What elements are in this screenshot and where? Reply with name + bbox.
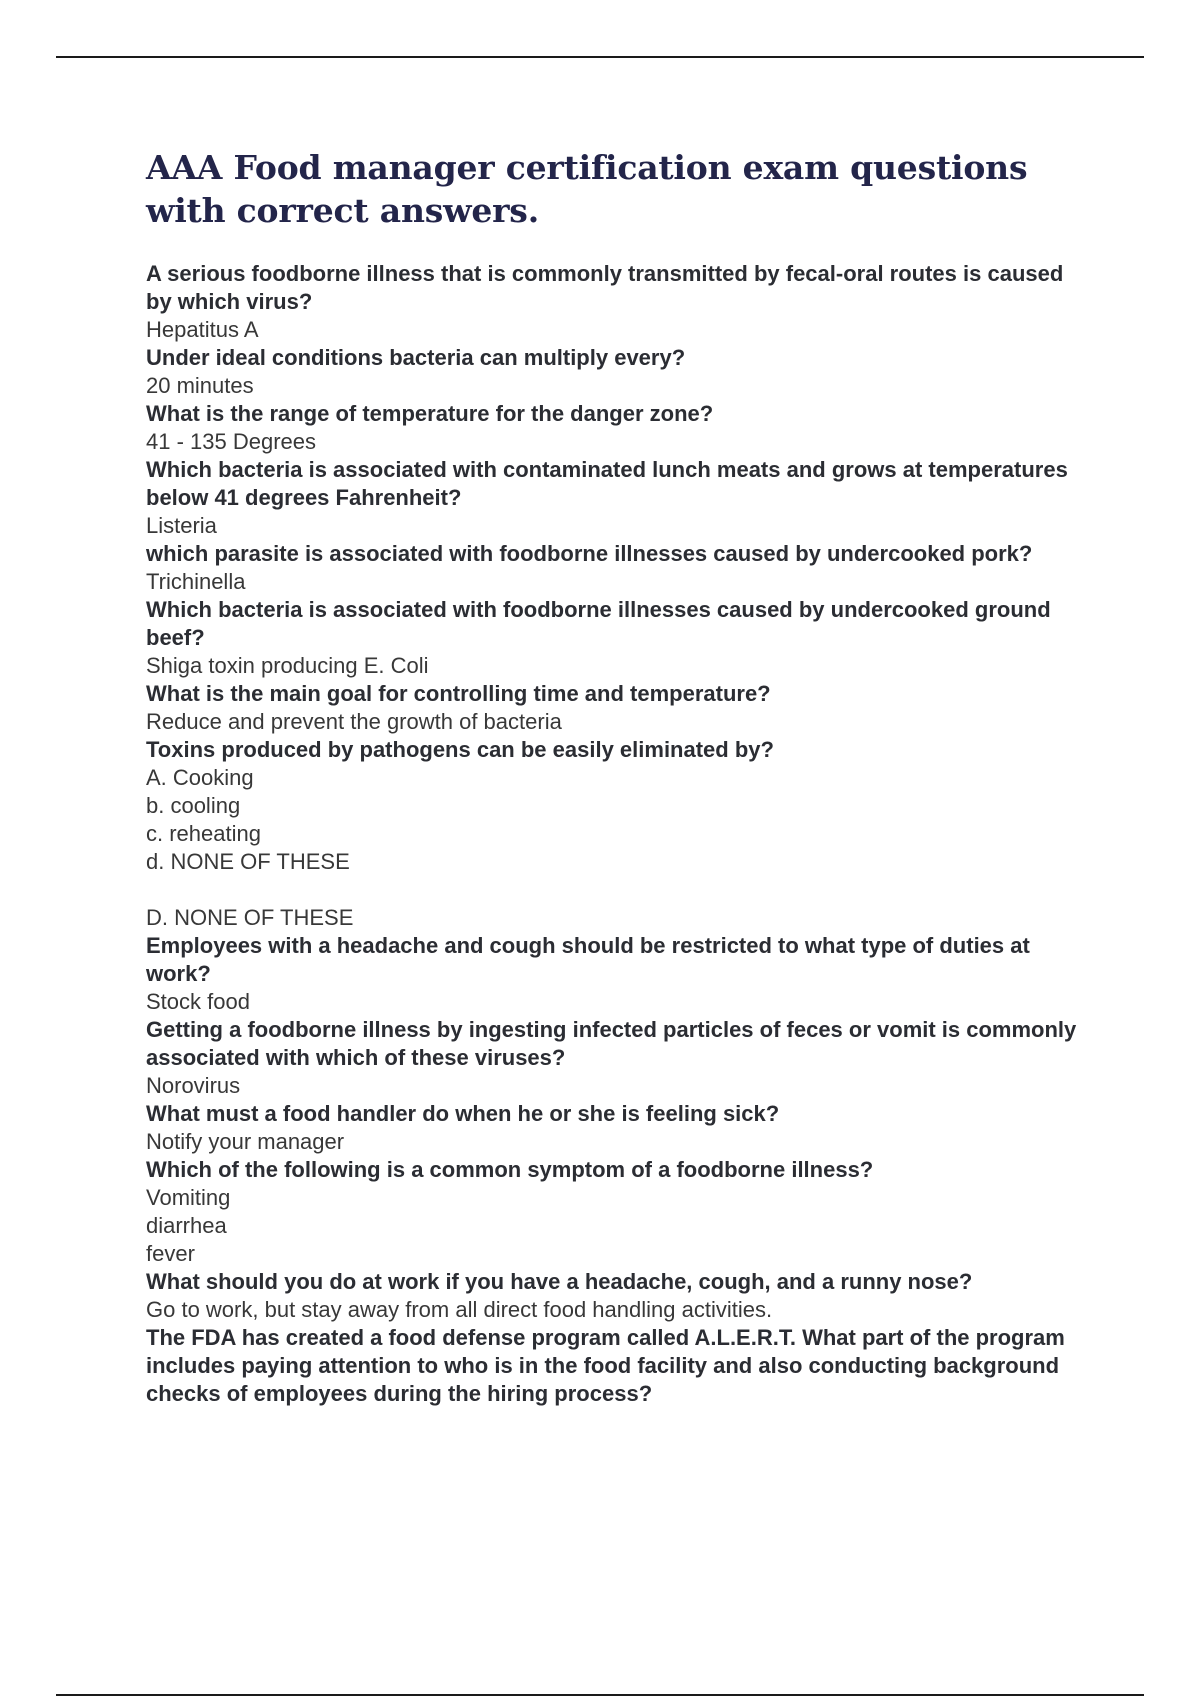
document-body (146, 146, 1086, 1408)
header-rule (56, 56, 1144, 58)
answer: A. Cooking (146, 765, 254, 790)
answer: Vomiting (146, 1185, 231, 1210)
answer: c. reheating (146, 821, 261, 846)
answer: Go to work, but stay away from all direct food handling activities. (146, 1297, 773, 1322)
footer-rule (56, 1694, 1144, 1696)
question: A serious foodborne illness that is commonly transmitted by fecal-oral routes is caused by which virus? (146, 261, 1064, 314)
answer: D. NONE OF THESE (146, 905, 354, 930)
question: Which bacteria is associated with contaminated lunch meats and grows at temperatures below 41 degrees Fahrenheit? (146, 457, 1068, 510)
question: The FDA has created a food defense program called A.L.E.R.T. What part of the program includes paying attention to who is in the food facility and also conducting background checks of employees during the hiring process? (146, 1325, 1065, 1406)
question: Getting a foodborne illness by ingesting infected particles of feces or vomit is commonly associated with which of these viruses? (146, 1017, 1077, 1070)
answer: fever (146, 1241, 195, 1266)
question: What must a food handler do when he or she is feeling sick? (146, 1101, 780, 1126)
answer: Notify your manager (146, 1129, 345, 1154)
answer: b. cooling (146, 793, 241, 818)
answer: Reduce and prevent the growth of bacteria (146, 709, 562, 734)
answer: 20 minutes (146, 373, 254, 398)
question: Which of the following is a common symptom of a foodborne illness? (146, 1157, 874, 1182)
question: What is the range of temperature for the danger zone? (146, 401, 714, 426)
answer: Trichinella (146, 569, 246, 594)
answer: diarrhea (146, 1213, 227, 1238)
question: Toxins produced by pathogens can be easily eliminated by? (146, 737, 774, 762)
question: Under ideal conditions bacteria can multiply every? (146, 345, 686, 370)
answer: d. NONE OF THESE (146, 849, 350, 874)
qa-list (146, 260, 1086, 1408)
question: which parasite is associated with foodborne illnesses caused by undercooked pork? (146, 541, 1033, 566)
answer: Stock food (146, 989, 250, 1014)
answer: Hepatitus A (146, 317, 259, 342)
answer: Shiga toxin producing E. Coli (146, 653, 429, 678)
question: Which bacteria is associated with foodborne illnesses caused by undercooked ground beef? (146, 597, 1051, 650)
question: Employees with a headache and cough should be restricted to what type of duties at work? (146, 933, 1030, 986)
document-title: AAA Food manager certification exam questions with correct answers. (146, 148, 1028, 230)
answer: Listeria (146, 513, 217, 538)
answer: 41 - 135 Degrees (146, 429, 316, 454)
question: What should you do at work if you have a headache, cough, and a runny nose? (146, 1269, 973, 1294)
answer: Norovirus (146, 1073, 241, 1098)
question: What is the main goal for controlling time and temperature? (146, 681, 771, 706)
